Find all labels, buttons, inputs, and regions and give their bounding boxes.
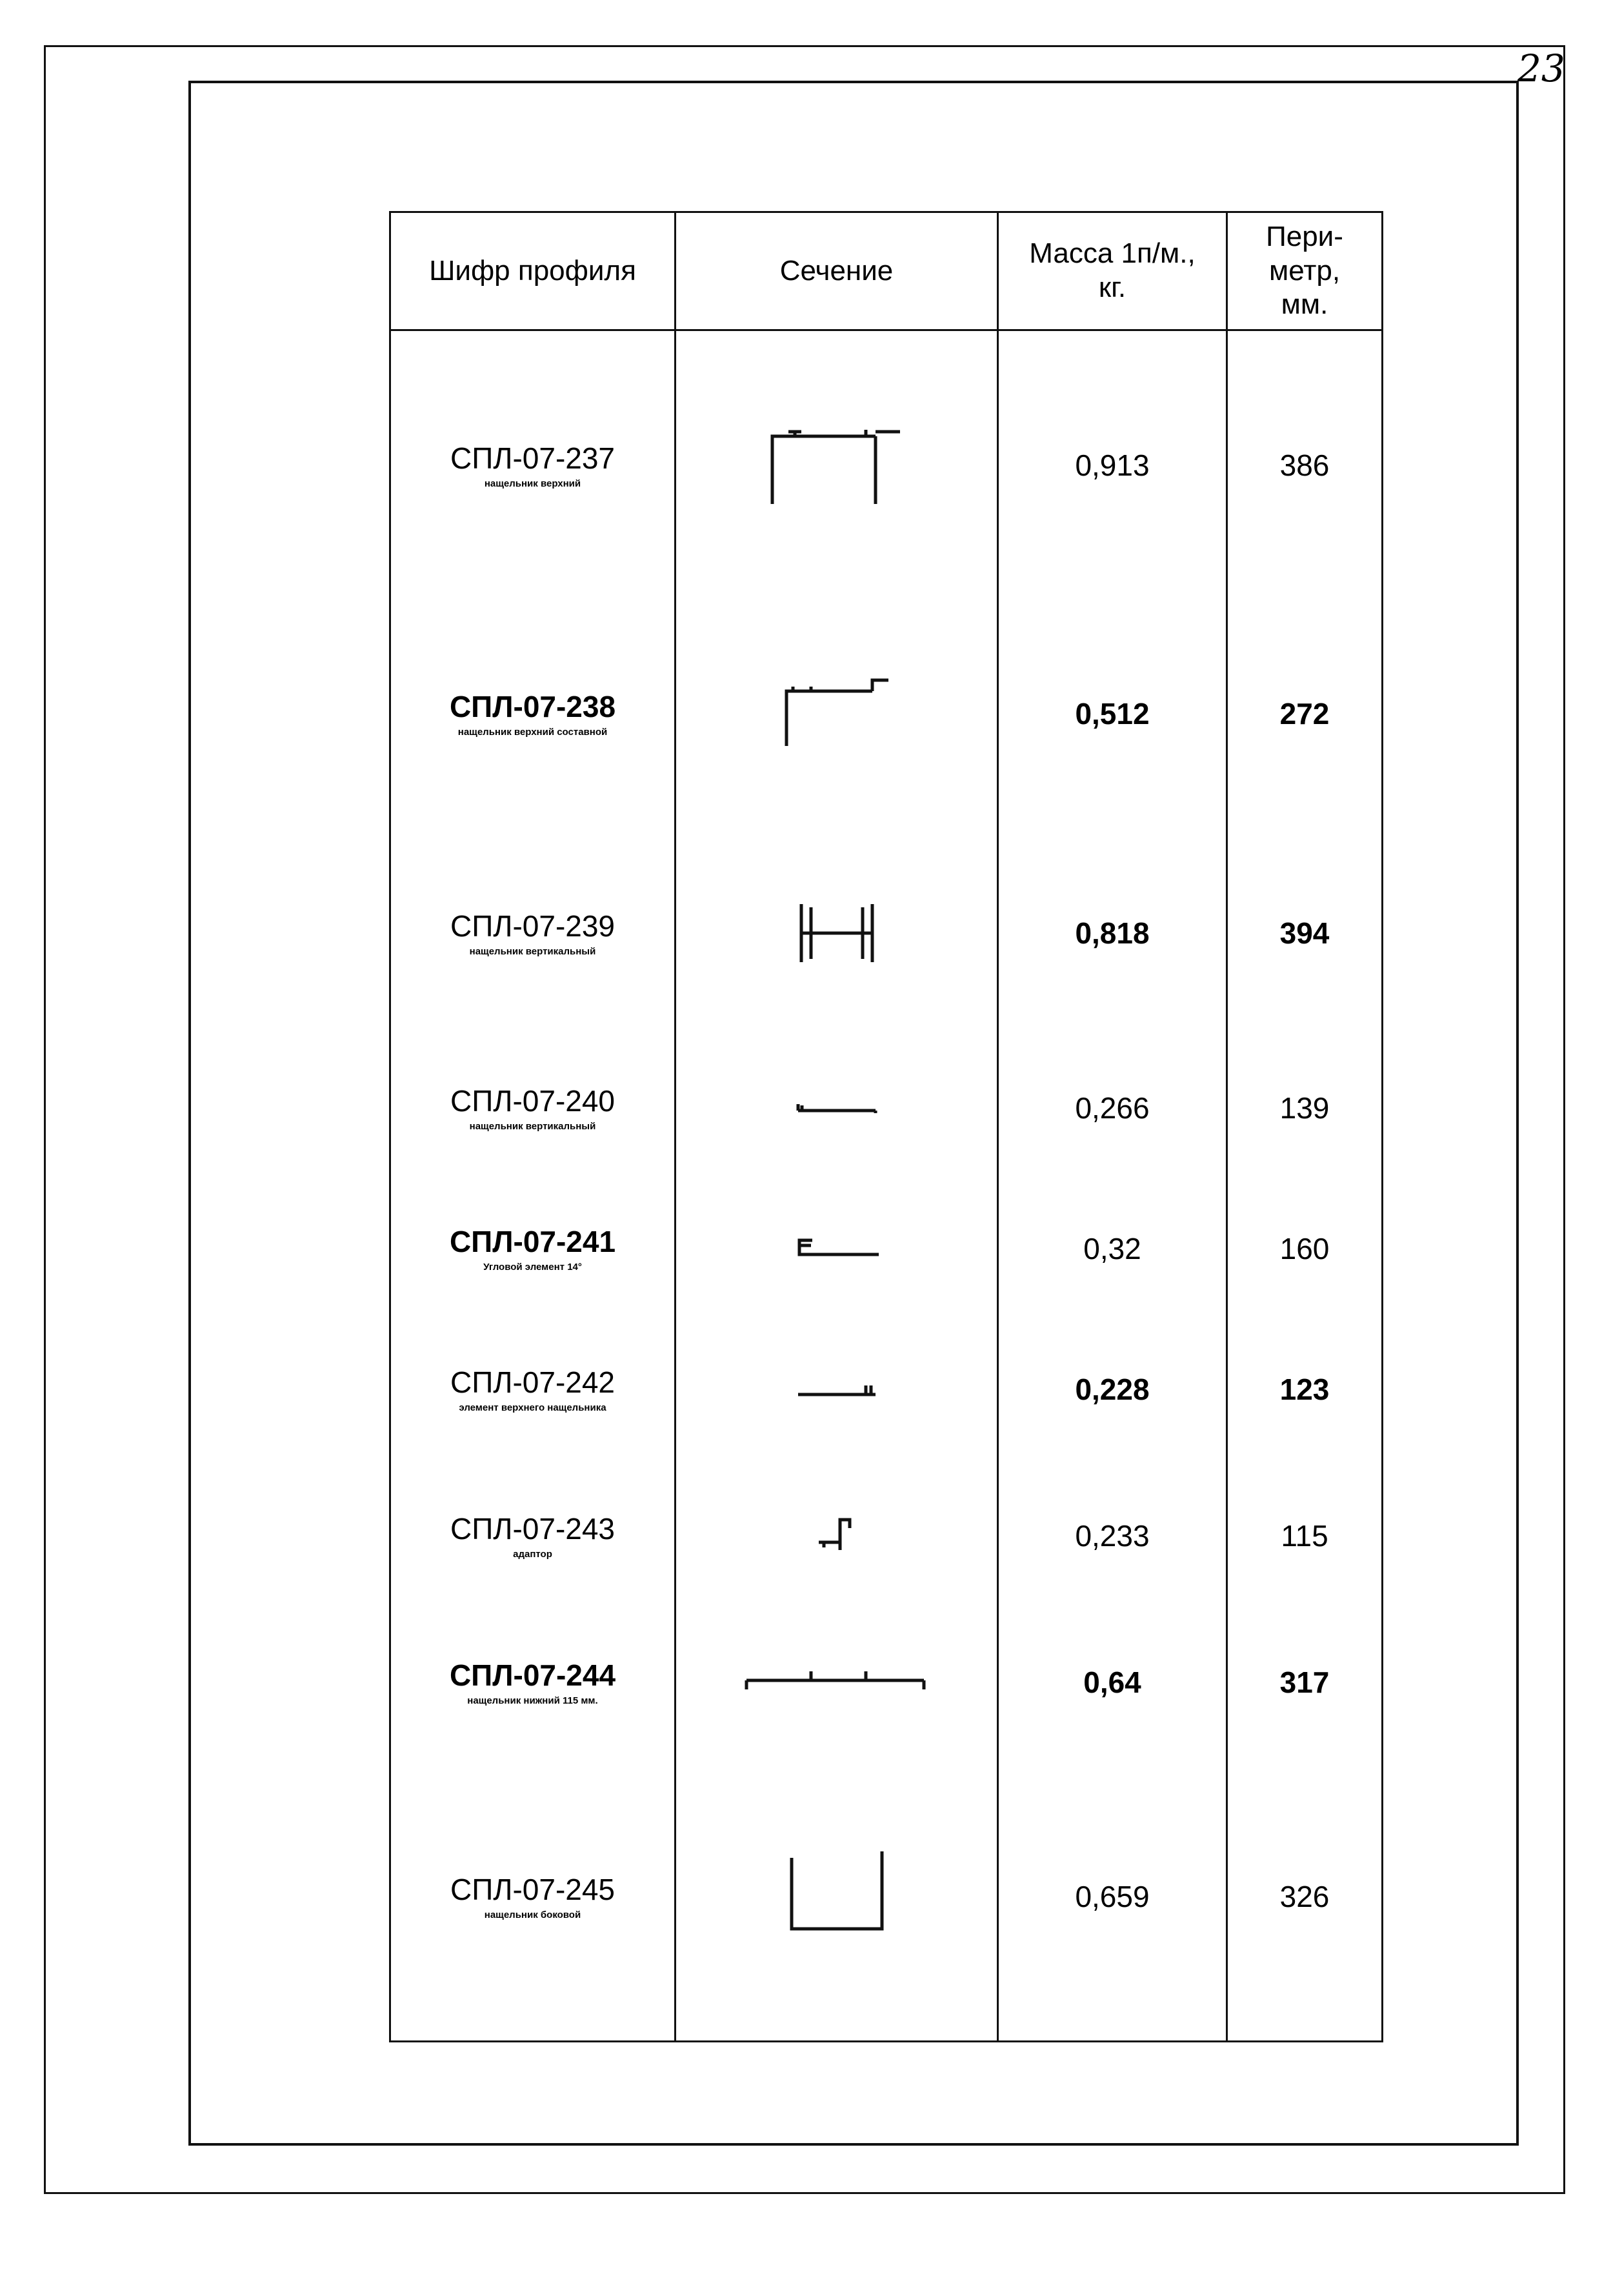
section-cell: [676, 1178, 998, 1319]
mass-cell: [998, 1753, 1227, 2041]
mass-value: 0,512: [1075, 697, 1150, 731]
code-cell: [390, 1612, 676, 1753]
profile-code: СПЛ-07-239: [450, 909, 616, 943]
perimeter-cell: [1227, 828, 1383, 1038]
perimeter-value: 139: [1279, 1091, 1330, 1125]
perimeter-cell: [1227, 599, 1383, 828]
table-row: [390, 1319, 1383, 1460]
table-row: [390, 1612, 1383, 1753]
code-cell: [390, 828, 676, 1038]
perimeter-value: 394: [1279, 916, 1330, 950]
table-row: [390, 1753, 1383, 2041]
page-number: 23: [1517, 46, 1565, 90]
perimeter-cell: [1227, 1753, 1383, 2041]
table-header-row: [390, 212, 1383, 330]
mass-cell: [998, 1038, 1227, 1178]
profile-code: СПЛ-07-243: [450, 1512, 616, 1546]
header-mass: [998, 212, 1227, 330]
section-241-icon: [785, 1233, 888, 1265]
profile-note: нащельник боковой: [484, 1909, 581, 1921]
section-cell: [676, 1612, 998, 1753]
table-row: [390, 1178, 1383, 1319]
section-cell: [676, 1460, 998, 1612]
header-code: Шифр профиля: [390, 212, 676, 330]
mass-value: 0,913: [1075, 448, 1150, 483]
perimeter-value: 326: [1279, 1880, 1330, 1914]
mass-cell: [998, 828, 1227, 1038]
profile-note: элемент верхнего нащельника: [459, 1402, 606, 1414]
perimeter-value: 123: [1279, 1373, 1330, 1407]
profile-code: СПЛ-07-245: [450, 1873, 616, 1907]
profile-code: СПЛ-07-242: [450, 1365, 616, 1400]
table-row: [390, 1460, 1383, 1612]
perimeter-cell: [1227, 330, 1383, 600]
code-cell: [390, 1753, 676, 2041]
mass-value: 0,228: [1075, 1373, 1150, 1407]
mass-value: 0,818: [1075, 916, 1150, 950]
perimeter-cell: [1227, 1178, 1383, 1319]
table-row: [390, 330, 1383, 600]
mass-value: 0,233: [1075, 1519, 1150, 1553]
section-242-icon: [785, 1376, 888, 1402]
section-cell: [676, 828, 998, 1038]
profile-note: нащельник вертикальный: [469, 945, 596, 957]
mass-cell: [998, 599, 1227, 828]
code-cell: [390, 330, 676, 600]
perimeter-value: 386: [1279, 448, 1330, 483]
section-cell: [676, 1753, 998, 2041]
perimeter-value: 115: [1281, 1519, 1328, 1553]
perimeter-value: 272: [1279, 697, 1330, 731]
mass-cell: [998, 1612, 1227, 1753]
perimeter-cell: [1227, 1319, 1383, 1460]
section-239-icon: [785, 898, 888, 969]
table-row: [390, 599, 1383, 828]
section-cell: [676, 330, 998, 600]
perimeter-cell: [1227, 1038, 1383, 1178]
profile-code: СПЛ-07-240: [450, 1084, 616, 1118]
profile-code: СПЛ-07-238: [449, 690, 616, 724]
section-240-icon: [785, 1095, 888, 1121]
table-row: [390, 828, 1383, 1038]
mass-value: 0,32: [1083, 1232, 1141, 1266]
profile-code: СПЛ-07-241: [449, 1225, 616, 1259]
section-244-icon: [740, 1666, 934, 1698]
mass-cell: [998, 1460, 1227, 1612]
header-section: Сечение: [676, 212, 998, 330]
profiles-table: [389, 211, 1383, 2042]
code-cell: [390, 1460, 676, 1612]
code-cell: [390, 1178, 676, 1319]
mass-value: 0,266: [1075, 1091, 1150, 1125]
mass-value: 0,659: [1075, 1880, 1150, 1914]
code-cell: [390, 599, 676, 828]
profile-note: нащельник нижний 115 мм.: [467, 1695, 598, 1707]
profile-note: нащельник верхний составной: [457, 727, 608, 738]
header-perimeter-label: Пери-метр, мм.: [1266, 220, 1343, 321]
profile-note: нащельник вертикальный: [469, 1120, 596, 1132]
section-cell: [676, 1038, 998, 1178]
code-cell: [390, 1319, 676, 1460]
code-cell: [390, 1038, 676, 1178]
profile-note: адаптор: [513, 1549, 552, 1560]
section-245-icon: [776, 1848, 898, 1945]
profile-code: СПЛ-07-237: [450, 441, 616, 476]
perimeter-value: 317: [1279, 1666, 1330, 1700]
section-243-icon: [805, 1510, 869, 1562]
profile-note: нащельник верхний: [484, 478, 581, 489]
section-cell: [676, 599, 998, 828]
profile-code: СПЛ-07-244: [449, 1658, 616, 1693]
table-row: [390, 1038, 1383, 1178]
mass-cell: [998, 330, 1227, 600]
perimeter-cell: [1227, 1460, 1383, 1612]
section-238-icon: [772, 675, 901, 752]
section-cell: [676, 1319, 998, 1460]
perimeter-cell: [1227, 1612, 1383, 1753]
header-mass-label: Масса 1п/м., кг.: [1029, 237, 1196, 303]
mass-value: 0,64: [1083, 1666, 1141, 1700]
section-237-icon: [759, 420, 914, 510]
header-perimeter: [1227, 212, 1383, 330]
profile-note: Угловой элемент 14°: [483, 1261, 582, 1273]
mass-cell: [998, 1319, 1227, 1460]
mass-cell: [998, 1178, 1227, 1319]
perimeter-value: 160: [1279, 1232, 1330, 1266]
